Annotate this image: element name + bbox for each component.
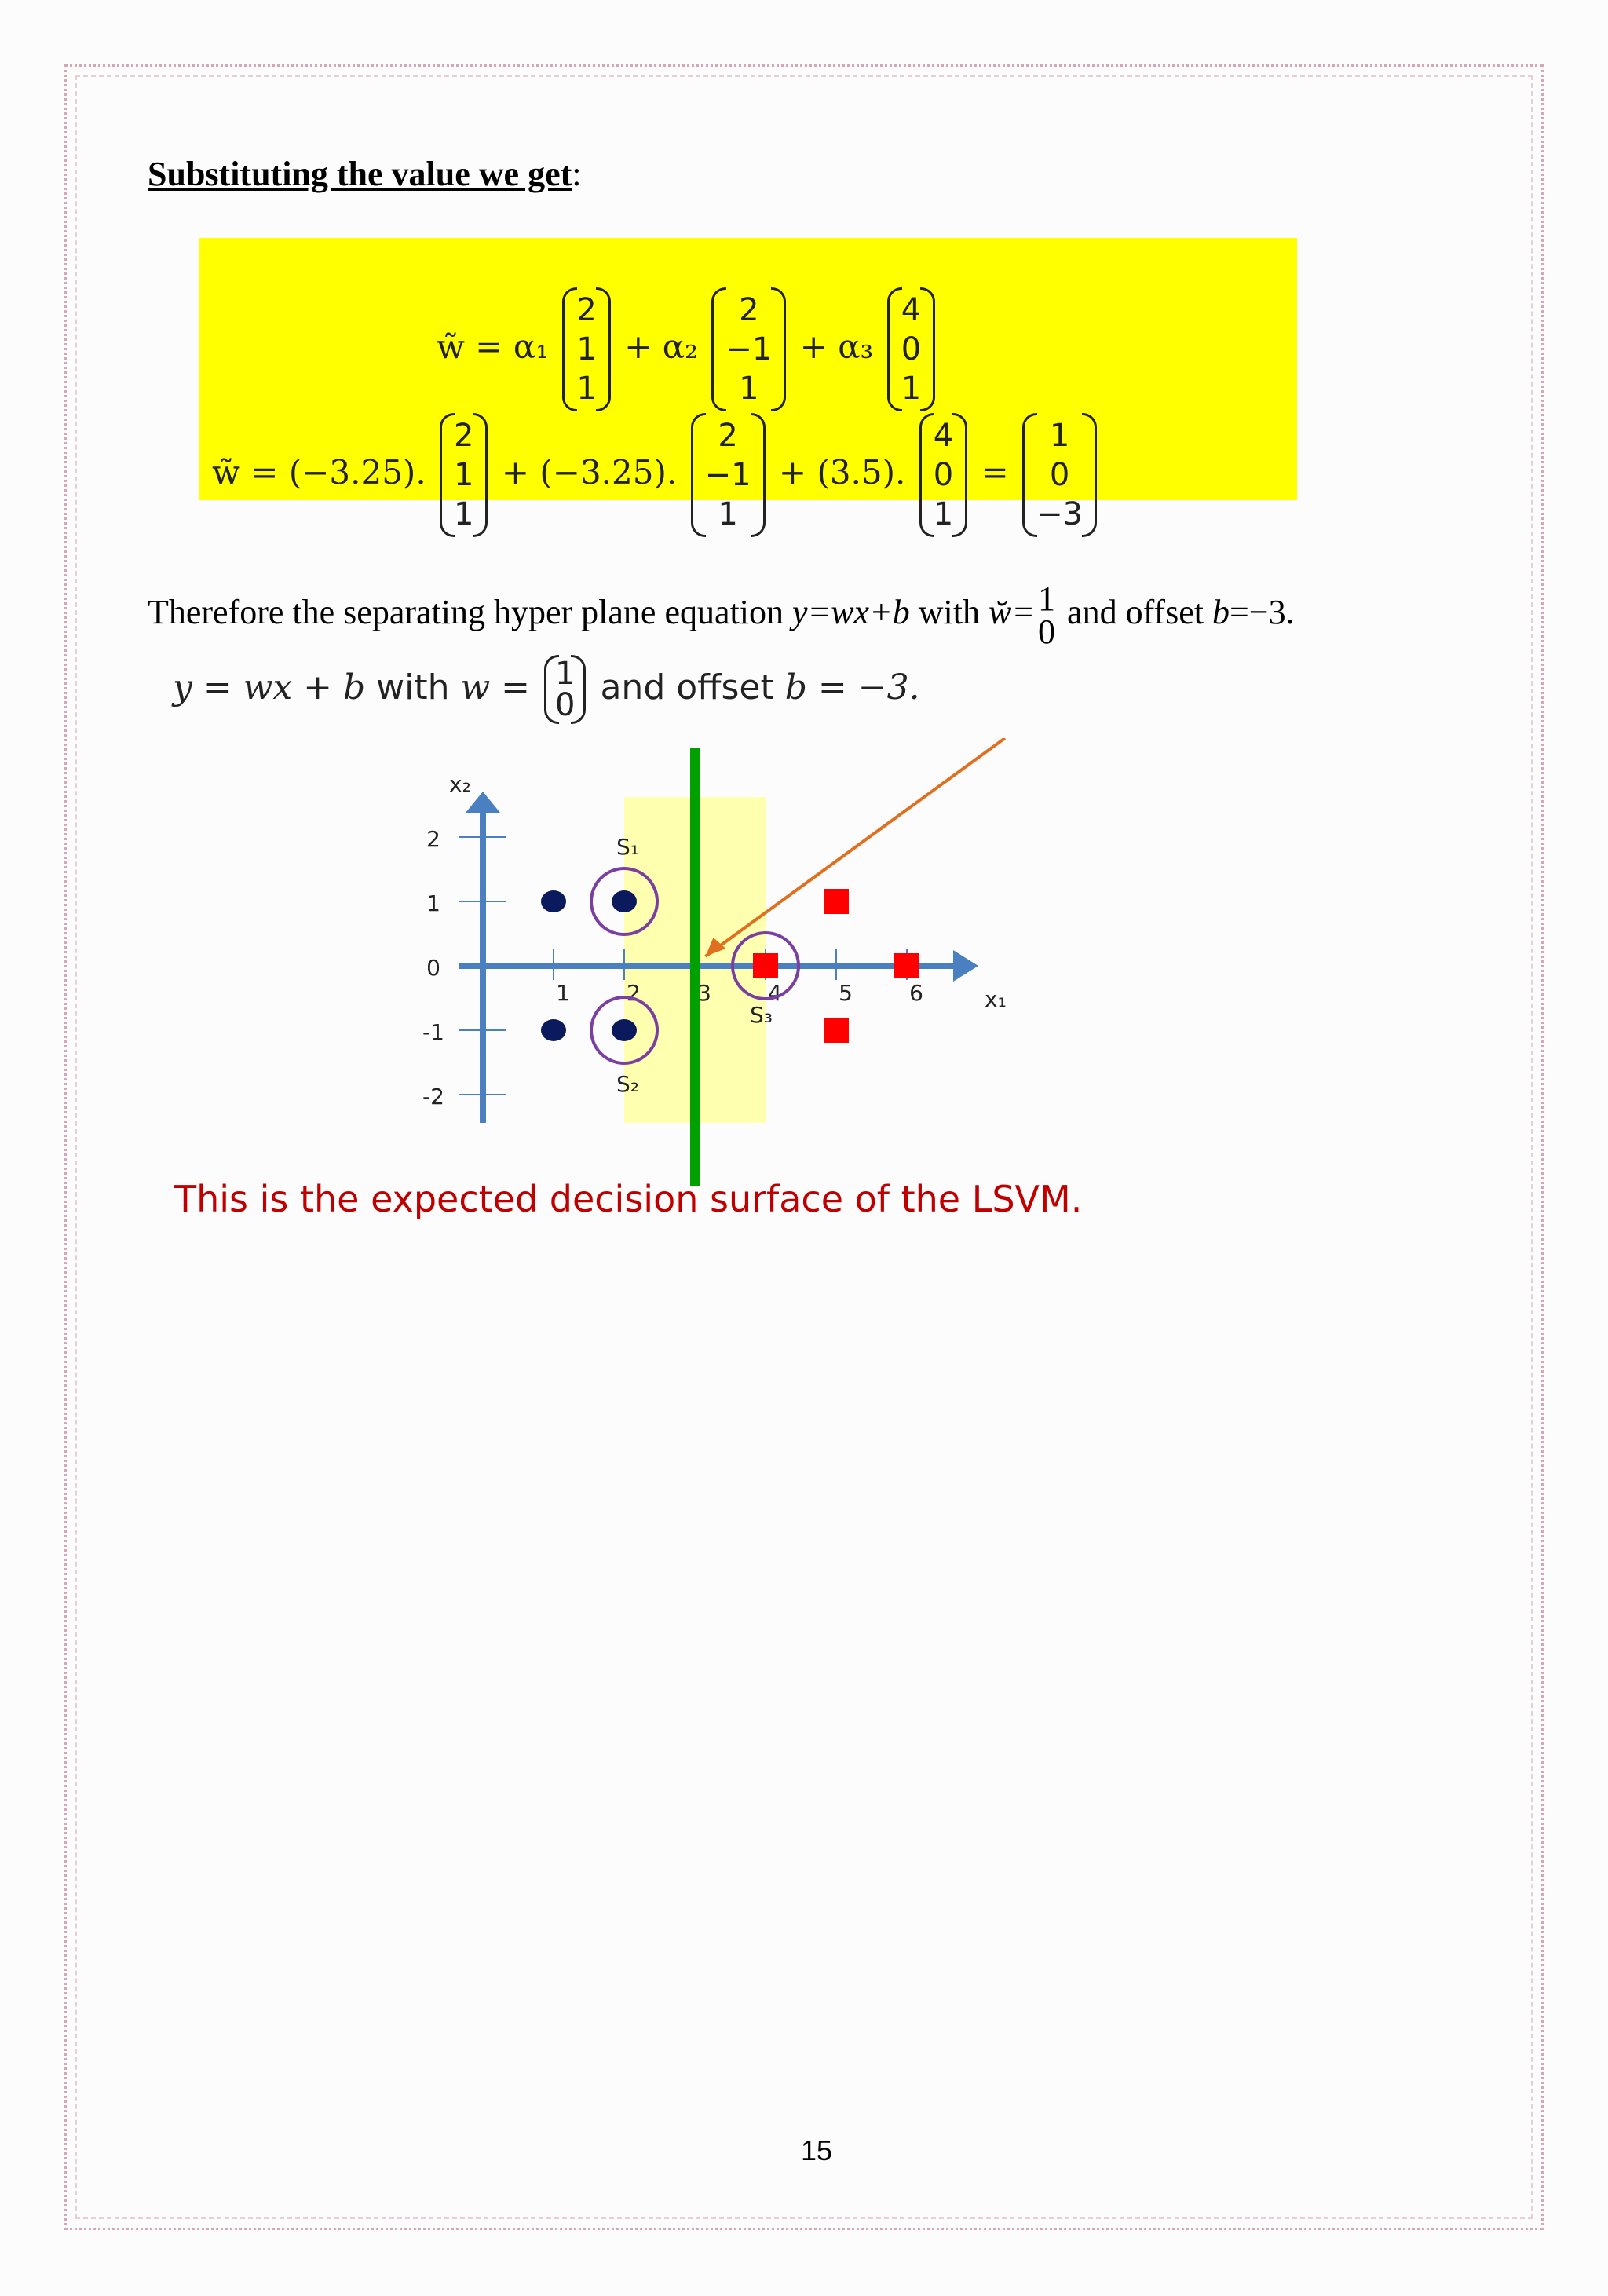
eq2-vector-2: 2 −1 1 bbox=[691, 416, 766, 534]
y-tick-label: 2 bbox=[426, 826, 440, 852]
negative-class-point bbox=[612, 890, 637, 912]
y-tick-label: 0 bbox=[426, 955, 440, 981]
eq2-op1: + (−3.25). bbox=[501, 453, 678, 492]
hyperplane-formula: y=wx+b bbox=[791, 593, 910, 632]
x-tick-label: 4 bbox=[768, 980, 782, 1006]
y-tick-label: 1 bbox=[426, 890, 440, 916]
x-tick-label: 1 bbox=[556, 980, 570, 1006]
figure-caption: This is the expected decision surface of the LSVM. bbox=[174, 1178, 1083, 1220]
x-axis-label: x₁ bbox=[985, 986, 1007, 1012]
eq2-vector-3: 4 0 1 bbox=[919, 416, 967, 534]
eq1-vector-3: 4 0 1 bbox=[887, 291, 935, 408]
y-axis-label: x₂ bbox=[449, 771, 471, 797]
equation-line-2 bbox=[212, 416, 1100, 534]
eq1-op2: + α₃ bbox=[799, 327, 874, 366]
eq1-op1: + α₂ bbox=[624, 327, 698, 366]
positive-class-point bbox=[894, 953, 919, 978]
x-tick-label: 5 bbox=[839, 980, 853, 1006]
positive-class-point bbox=[824, 1018, 849, 1043]
eq-formula: y = wx + b bbox=[173, 667, 366, 707]
negative-class-point bbox=[541, 890, 566, 912]
section-heading bbox=[148, 154, 581, 194]
eq2-equals: = bbox=[981, 453, 1009, 492]
eq2-result-vector: 1 0 −3 bbox=[1022, 416, 1097, 534]
x-axis-arrowhead bbox=[953, 950, 978, 982]
y-tick-label: -2 bbox=[422, 1084, 444, 1110]
page-number: 15 bbox=[801, 2134, 833, 2166]
w-fraction: 1 0 bbox=[1038, 579, 1056, 651]
positive-class-point bbox=[824, 889, 849, 914]
x-tick-label: 3 bbox=[697, 980, 711, 1006]
eq1-vector-1: 2 1 1 bbox=[562, 291, 610, 408]
x-tick-label: 6 bbox=[909, 980, 923, 1006]
heading-colon: : bbox=[572, 155, 582, 193]
support-vector-label: S₂ bbox=[616, 1071, 639, 1097]
negative-class-point bbox=[541, 1019, 566, 1041]
y-tick-label: -1 bbox=[422, 1019, 444, 1045]
heading-text: Substituting the value we get bbox=[148, 155, 572, 193]
eq2-lhs: w̃ = (−3.25). bbox=[212, 453, 426, 492]
eq1-lhs: w̃ = α₁ bbox=[437, 327, 550, 366]
support-vector-label: S₁ bbox=[616, 834, 639, 860]
x-tick-label: 2 bbox=[627, 980, 641, 1006]
equation-line-1 bbox=[437, 291, 938, 408]
eq2-vector-1: 2 1 1 bbox=[440, 416, 488, 534]
hyperplane-equation-image: y = wx + b with w = 1 0 and offset b = −3. bbox=[173, 656, 920, 723]
eq1-vector-2: 2 −1 1 bbox=[711, 291, 786, 408]
w-symbol: w̆= bbox=[989, 593, 1036, 632]
negative-class-point bbox=[612, 1019, 637, 1041]
svm-scatter-chart bbox=[377, 738, 1068, 1194]
eq2-op2: + (3.5). bbox=[778, 453, 906, 492]
support-vector-label: S₃ bbox=[750, 1002, 773, 1028]
positive-class-point bbox=[753, 953, 778, 978]
hyperplane-sentence: Therefore the separating hyper plane equation y=wx+b with w̆= 1 0 and offset b=−3. bbox=[148, 579, 1295, 651]
w-vector: 1 0 bbox=[544, 658, 586, 721]
